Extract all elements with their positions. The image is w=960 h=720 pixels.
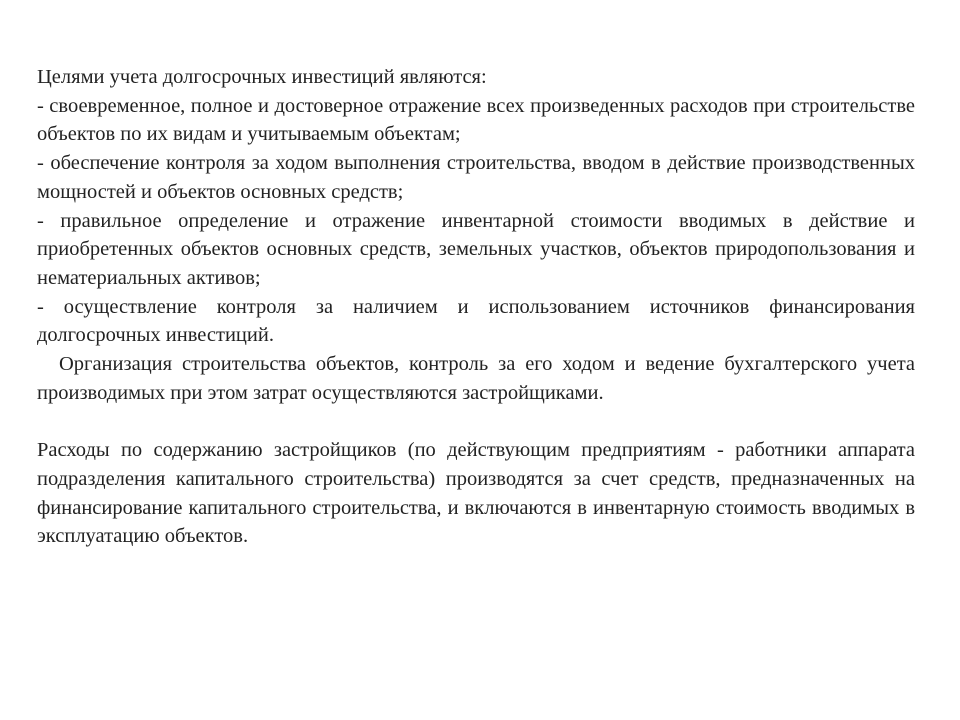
organization-paragraph: Организация строительства объектов, контроль за его ходом и ведение бухгалтерского учета производимых при этом затрат осуществляются застройщиками.: [37, 353, 915, 404]
goal-item-4: - осуществление контроля за наличием и использованием источников финансирования долгосрочных инвестиций.: [37, 295, 915, 347]
intro-heading: Целями учета долгосрочных инвестиций являются:: [37, 66, 487, 88]
goal-item-2: - обеспечение контроля за ходом выполнения строительства, вводом в действие производственных мощностей и объектов основных средств;: [37, 152, 915, 203]
goal-item-1: - своевременное, полное и достоверное отражение всех произведенных расходов при строительстве объектов по их видам и учитываемым объектам;: [37, 94, 915, 146]
document-body: [37, 63, 915, 551]
goal-item-3: - правильное определение и отражение инвентарной стоимости вводимых в действие и приобретенных объектов основных средств, земельных участков, объектов природопользования и нематериальных активов;: [37, 209, 915, 289]
expenses-paragraph: Расходы по содержанию застройщиков (по действующим предприятиям - работники аппарата подразделения капитального строительства) производятся за счет средств, предназначенных на финансирование капитального строительства, и включаются в инвентарную стоимость вводимых в эксплуатацию объектов.: [37, 439, 915, 548]
